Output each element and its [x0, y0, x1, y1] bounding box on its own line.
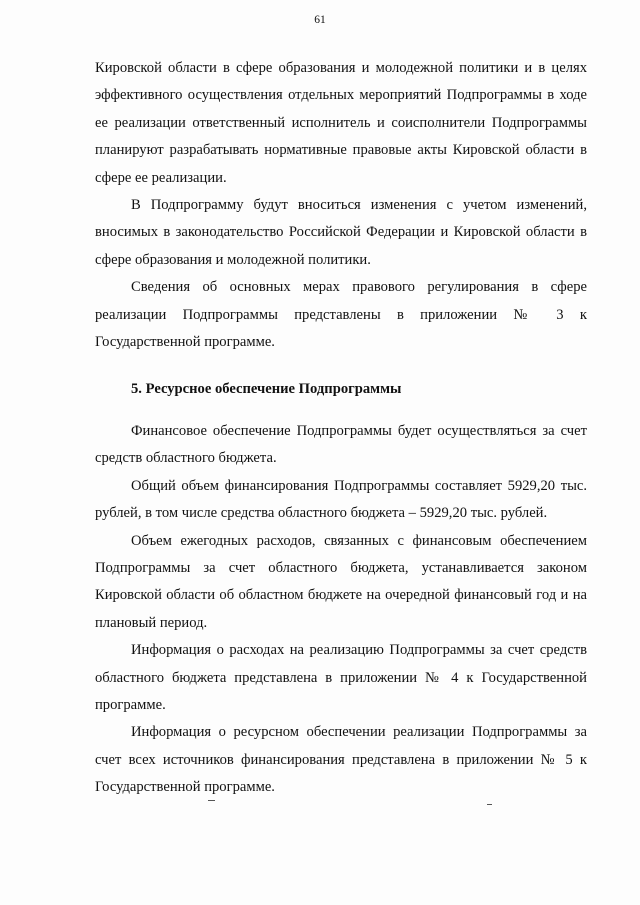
paragraph-7: Информация о расходах на реализацию Подпрограммы за счет средств областного бюджета представлена в приложении № 4 к Государственной программе. [95, 642, 587, 713]
scan-speck [487, 804, 492, 805]
paragraph-4: Финансовое обеспечение Подпрограммы будет осуществляться за счет средств областного бюджета. [95, 422, 587, 467]
paragraph-3: Сведения об основных мерах правового регулирования в сфере реализации Подпрограммы представлены в приложении № 3 к Государственной программе. [95, 279, 587, 351]
document-body [95, 55, 587, 802]
paragraph-1: Кировской области в сфере образования и молодежной политики и в целях эффективного осуществления отдельных мероприятий Подпрограммы в ходе ее реализации ответственный исполнитель и соисполнители Подпрограммы планируют разрабатывать нормативные правовые акты Кировской области в сфере ее реализации. [95, 60, 587, 186]
paragraph-2: В Подпрограмму будут вноситься изменения с учетом изменений, вносимых в законодательство Российской Федерации и Кировской области в сфере образования и молодежной политики. [95, 197, 587, 268]
paragraph-6: Объем ежегодных расходов, связанных с финансовым обеспечением Подпрограммы за счет областного бюджета, устанавливается законом Кировской области об областном бюджете на очередной финансовый год и на плановый период. [95, 532, 587, 631]
page-number: 61 [314, 14, 326, 26]
section-heading: 5. Ресурсное обеспечение Подпрограммы [131, 381, 402, 398]
paragraph-5: Общий объем финансирования Подпрограммы составляет 5929,20 тыс. рублей, в том числе средства областного бюджета – 5929,20 тыс. рублей. [95, 477, 587, 522]
paragraph-8: Информация о ресурсном обеспечении реализации Подпрограммы за счет всех источников финансирования представлена в приложении № 5 к Государственной программе. [95, 724, 587, 796]
scan-speck [208, 800, 215, 801]
